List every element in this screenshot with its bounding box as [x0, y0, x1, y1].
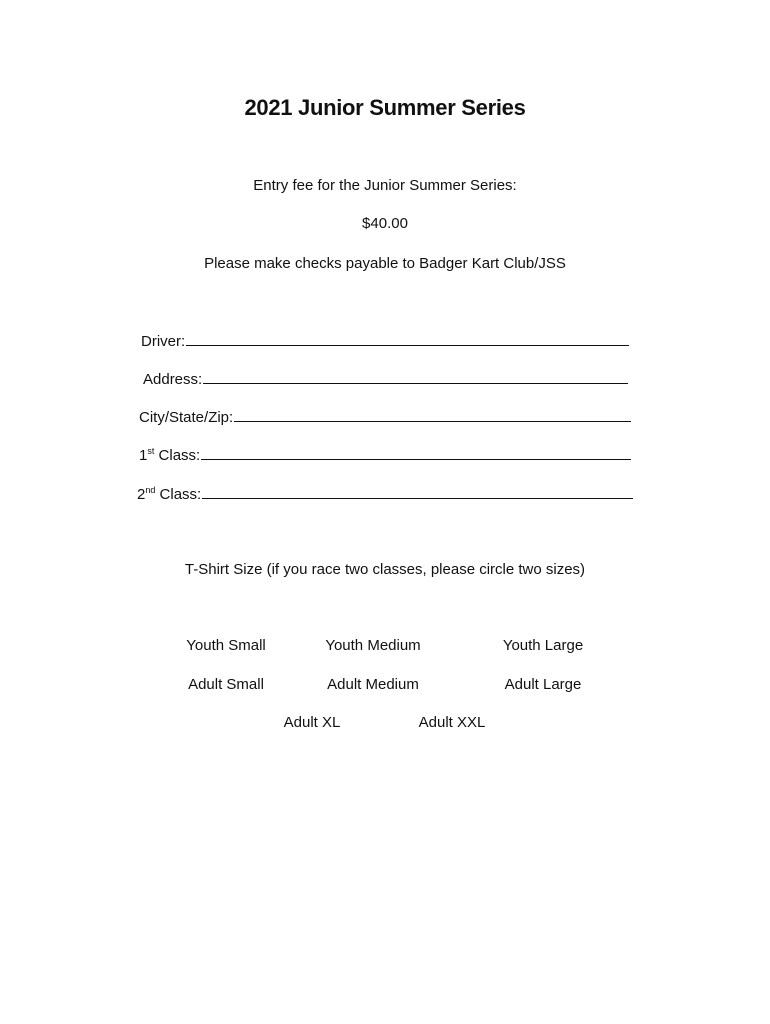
second-class-field[interactable] [137, 484, 633, 503]
size-option-adult-xxl[interactable]: Adult XXL [418, 714, 486, 731]
second-class-blank-line[interactable] [202, 484, 633, 499]
first-class-text: Class: [154, 447, 201, 464]
address-blank-line[interactable] [203, 369, 628, 384]
second-class-label [137, 486, 201, 503]
first-class-ordinal: st [147, 446, 155, 456]
driver-blank-line[interactable] [186, 331, 629, 346]
size-option-adult-small[interactable]: Adult Small [188, 676, 264, 693]
second-class-text: Class: [155, 486, 202, 503]
size-option-youth-small[interactable]: Youth Small [186, 637, 266, 654]
first-class-number: 1 [139, 447, 148, 464]
first-class-blank-line[interactable] [201, 445, 631, 460]
address-label: Address: [143, 371, 203, 388]
size-option-adult-large[interactable]: Adult Large [504, 676, 582, 693]
second-class-number: 2 [137, 486, 146, 503]
city-state-zip-label: City/State/Zip: [139, 409, 234, 426]
checks-payable-note: Please make checks payable to Badger Kart Club/JSS [204, 255, 566, 272]
city-state-zip-field[interactable] [139, 407, 631, 426]
entry-fee-intro: Entry fee for the Junior Summer Series: [253, 177, 517, 194]
page-title: 2021 Junior Summer Series [244, 95, 526, 120]
driver-field[interactable] [141, 331, 629, 350]
first-class-label [139, 447, 200, 464]
entry-fee-amount: $40.00 [362, 215, 408, 232]
size-option-youth-large[interactable]: Youth Large [502, 637, 584, 654]
driver-label: Driver: [141, 333, 186, 350]
address-field[interactable] [143, 369, 628, 388]
size-option-adult-xl[interactable]: Adult XL [283, 714, 341, 731]
second-class-ordinal: nd [145, 485, 156, 495]
tshirt-size-prompt: T-Shirt Size (if you race two classes, please circle two sizes) [184, 561, 586, 578]
size-option-youth-medium[interactable]: Youth Medium [325, 637, 421, 654]
city-state-zip-blank-line[interactable] [234, 407, 631, 422]
size-option-adult-medium[interactable]: Adult Medium [327, 676, 419, 693]
first-class-field[interactable] [139, 445, 631, 464]
